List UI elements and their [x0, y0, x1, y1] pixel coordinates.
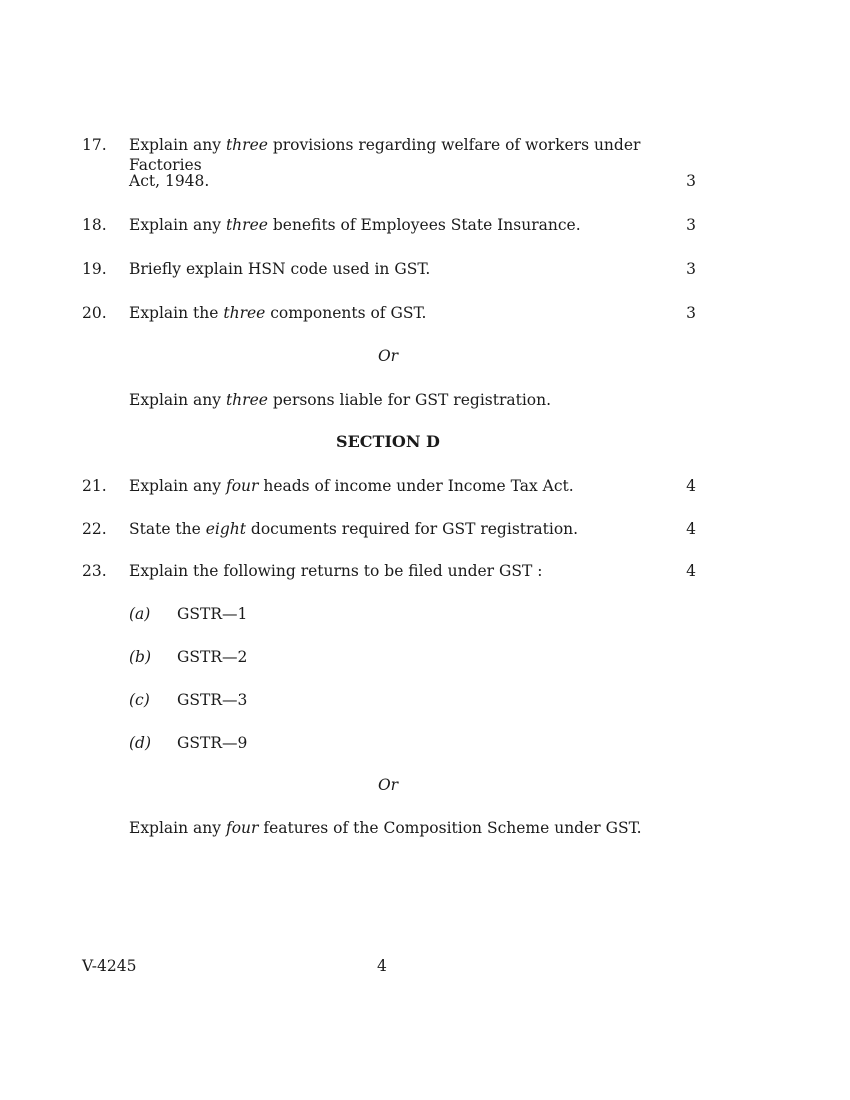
or-divider: Or [377, 347, 399, 365]
subpart-text: GSTR—1 [177, 605, 248, 623]
subpart-label: (b) [129, 648, 152, 666]
question-number: 22. [82, 520, 107, 538]
marks: 4 [686, 477, 696, 495]
subpart-text: GSTR—9 [177, 734, 248, 752]
subpart-label: (c) [129, 691, 150, 709]
question-text: Explain any four heads of income under Income Tax Act. [129, 477, 574, 495]
page-number: 4 [377, 957, 387, 975]
question-text: Briefly explain HSN code used in GST. [129, 260, 431, 278]
marks: 3 [686, 172, 696, 190]
marks: 3 [686, 304, 696, 322]
question-number: 20. [82, 304, 107, 322]
question-number: 17. [82, 136, 107, 154]
question-text: Explain the following returns to be filed under GST : [129, 562, 543, 580]
paper-code: V-4245 [82, 957, 137, 975]
or-divider: Or [377, 776, 399, 794]
marks: 3 [686, 260, 696, 278]
subpart-text: GSTR—2 [177, 648, 248, 666]
question-text: Explain any three benefits of Employees State Insurance. [129, 216, 581, 234]
question-number: 18. [82, 216, 107, 234]
question-text: Explain the three components of GST. [129, 304, 427, 322]
question-number: 19. [82, 260, 107, 278]
question-text: State the eight documents required for GST registration. [129, 520, 579, 538]
subpart-label: (a) [129, 605, 151, 623]
question-text-continued: Act, 1948. [129, 172, 210, 190]
alternative-question-text: Explain any four features of the Composition Scheme under GST. [129, 819, 642, 837]
section-heading: SECTION D [336, 432, 440, 451]
question-number: 21. [82, 477, 107, 495]
subpart-label: (d) [129, 734, 152, 752]
marks: 3 [686, 216, 696, 234]
marks: 4 [686, 562, 696, 580]
subpart-text: GSTR—3 [177, 691, 248, 709]
alternative-question-text: Explain any three persons liable for GST registration. [129, 391, 552, 409]
question-number: 23. [82, 562, 107, 580]
question-text: Explain any three provisions regarding welfare of workers under Factories [129, 136, 641, 174]
marks: 4 [686, 520, 696, 538]
